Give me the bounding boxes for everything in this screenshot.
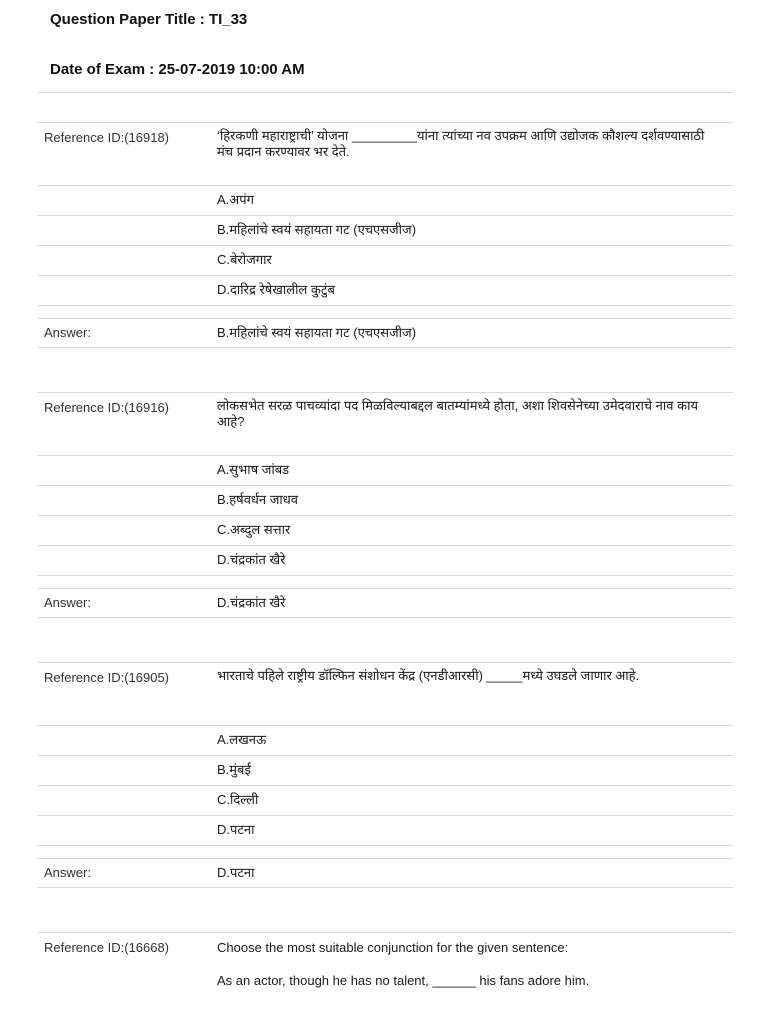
divider: [37, 617, 733, 618]
option-a: A.सुभाष जांबड: [217, 462, 290, 477]
option-row: [37, 785, 733, 815]
header-divider: [37, 92, 733, 93]
answer-value: B.महिलांचे स्वयं सहायता गट (एचएसजीज): [217, 325, 417, 340]
option-d: D.चंद्रकांत खैरे: [217, 552, 286, 567]
question-sentence: As an actor, though he has no talent, ______ his fans adore him.: [217, 973, 590, 988]
exam-date: Date of Exam : 25-07-2019 10:00 AM: [50, 61, 305, 78]
option-row: [37, 275, 733, 305]
option-a: A.लखनऊ: [217, 732, 267, 747]
option-c: C.अब्दुल सत्तार: [217, 522, 291, 537]
answer-row: [37, 318, 733, 347]
answer-value: D.पटना: [217, 865, 255, 880]
option-row: [37, 215, 733, 245]
question-block: [37, 932, 733, 1013]
option-row: [37, 245, 733, 275]
option-b: B.हर्षवर्धन जाधव: [217, 492, 298, 507]
option-d: D.दारिद्र रेषेखालील कुटुंब: [217, 282, 335, 297]
answer-label: Answer:: [44, 865, 91, 880]
question-text: ‘हिरकणी महाराष्ट्राची’ योजना _________यांना त्यांच्या नव उपक्रम आणि उद्योजक कौशल्य दर्शवण्यासाठी मंच प्रदान करण्यावर भर देते.: [217, 128, 705, 159]
question-row: [37, 932, 733, 1013]
option-row: [37, 515, 733, 545]
question-row: [37, 392, 733, 455]
reference-id: Reference ID:(16916): [44, 400, 170, 415]
reference-id: Reference ID:(16668): [44, 940, 170, 955]
answer-value: D.चंद्रकांत खैरे: [217, 595, 286, 610]
option-a: A.अपंग: [217, 192, 254, 207]
answer-row: [37, 588, 733, 617]
reference-id: Reference ID:(16918): [44, 130, 170, 145]
question-block: [37, 122, 733, 348]
option-row: [37, 485, 733, 515]
option-c: C.दिल्ली: [217, 792, 259, 807]
question-row: [37, 662, 733, 725]
option-b: B.मुंबई: [217, 762, 251, 777]
question-text: भारताचे पहिले राष्ट्रीय डॉल्फिन संशोधन केंद्र (एनडीआरसी) _____मध्ये उघडले जाणार आहे.: [217, 668, 640, 683]
question-row: [37, 122, 733, 185]
option-row: [37, 455, 733, 485]
question-paper-title: Question Paper Title : TI_33: [50, 11, 248, 28]
option-row: [37, 185, 733, 215]
option-c: C.बेरोजगार: [217, 252, 272, 267]
answer-label: Answer:: [44, 325, 91, 340]
reference-id: Reference ID:(16905): [44, 670, 170, 685]
option-row: [37, 545, 733, 575]
option-b: B.महिलांचे स्वयं सहायता गट (एचएसजीज): [217, 222, 417, 237]
question-block: [37, 392, 733, 618]
question-text: Choose the most suitable conjunction for the given sentence:: [217, 940, 569, 955]
option-row: [37, 815, 733, 845]
question-block: [37, 662, 733, 888]
divider: [37, 887, 733, 888]
spacer: [37, 845, 733, 858]
divider: [37, 347, 733, 348]
spacer: [37, 575, 733, 588]
answer-label: Answer:: [44, 595, 91, 610]
option-d: D.पटना: [217, 822, 255, 837]
answer-row: [37, 858, 733, 887]
question-text: लोकसभेत सरळ पाचव्यांदा पद मिळविल्याबद्दल बातम्यांमध्ये होता, अशा शिवसेनेच्या उमेदवाराचे नाव काय आहे?: [217, 398, 698, 429]
spacer: [37, 305, 733, 318]
option-row: [37, 755, 733, 785]
option-row: [37, 725, 733, 755]
